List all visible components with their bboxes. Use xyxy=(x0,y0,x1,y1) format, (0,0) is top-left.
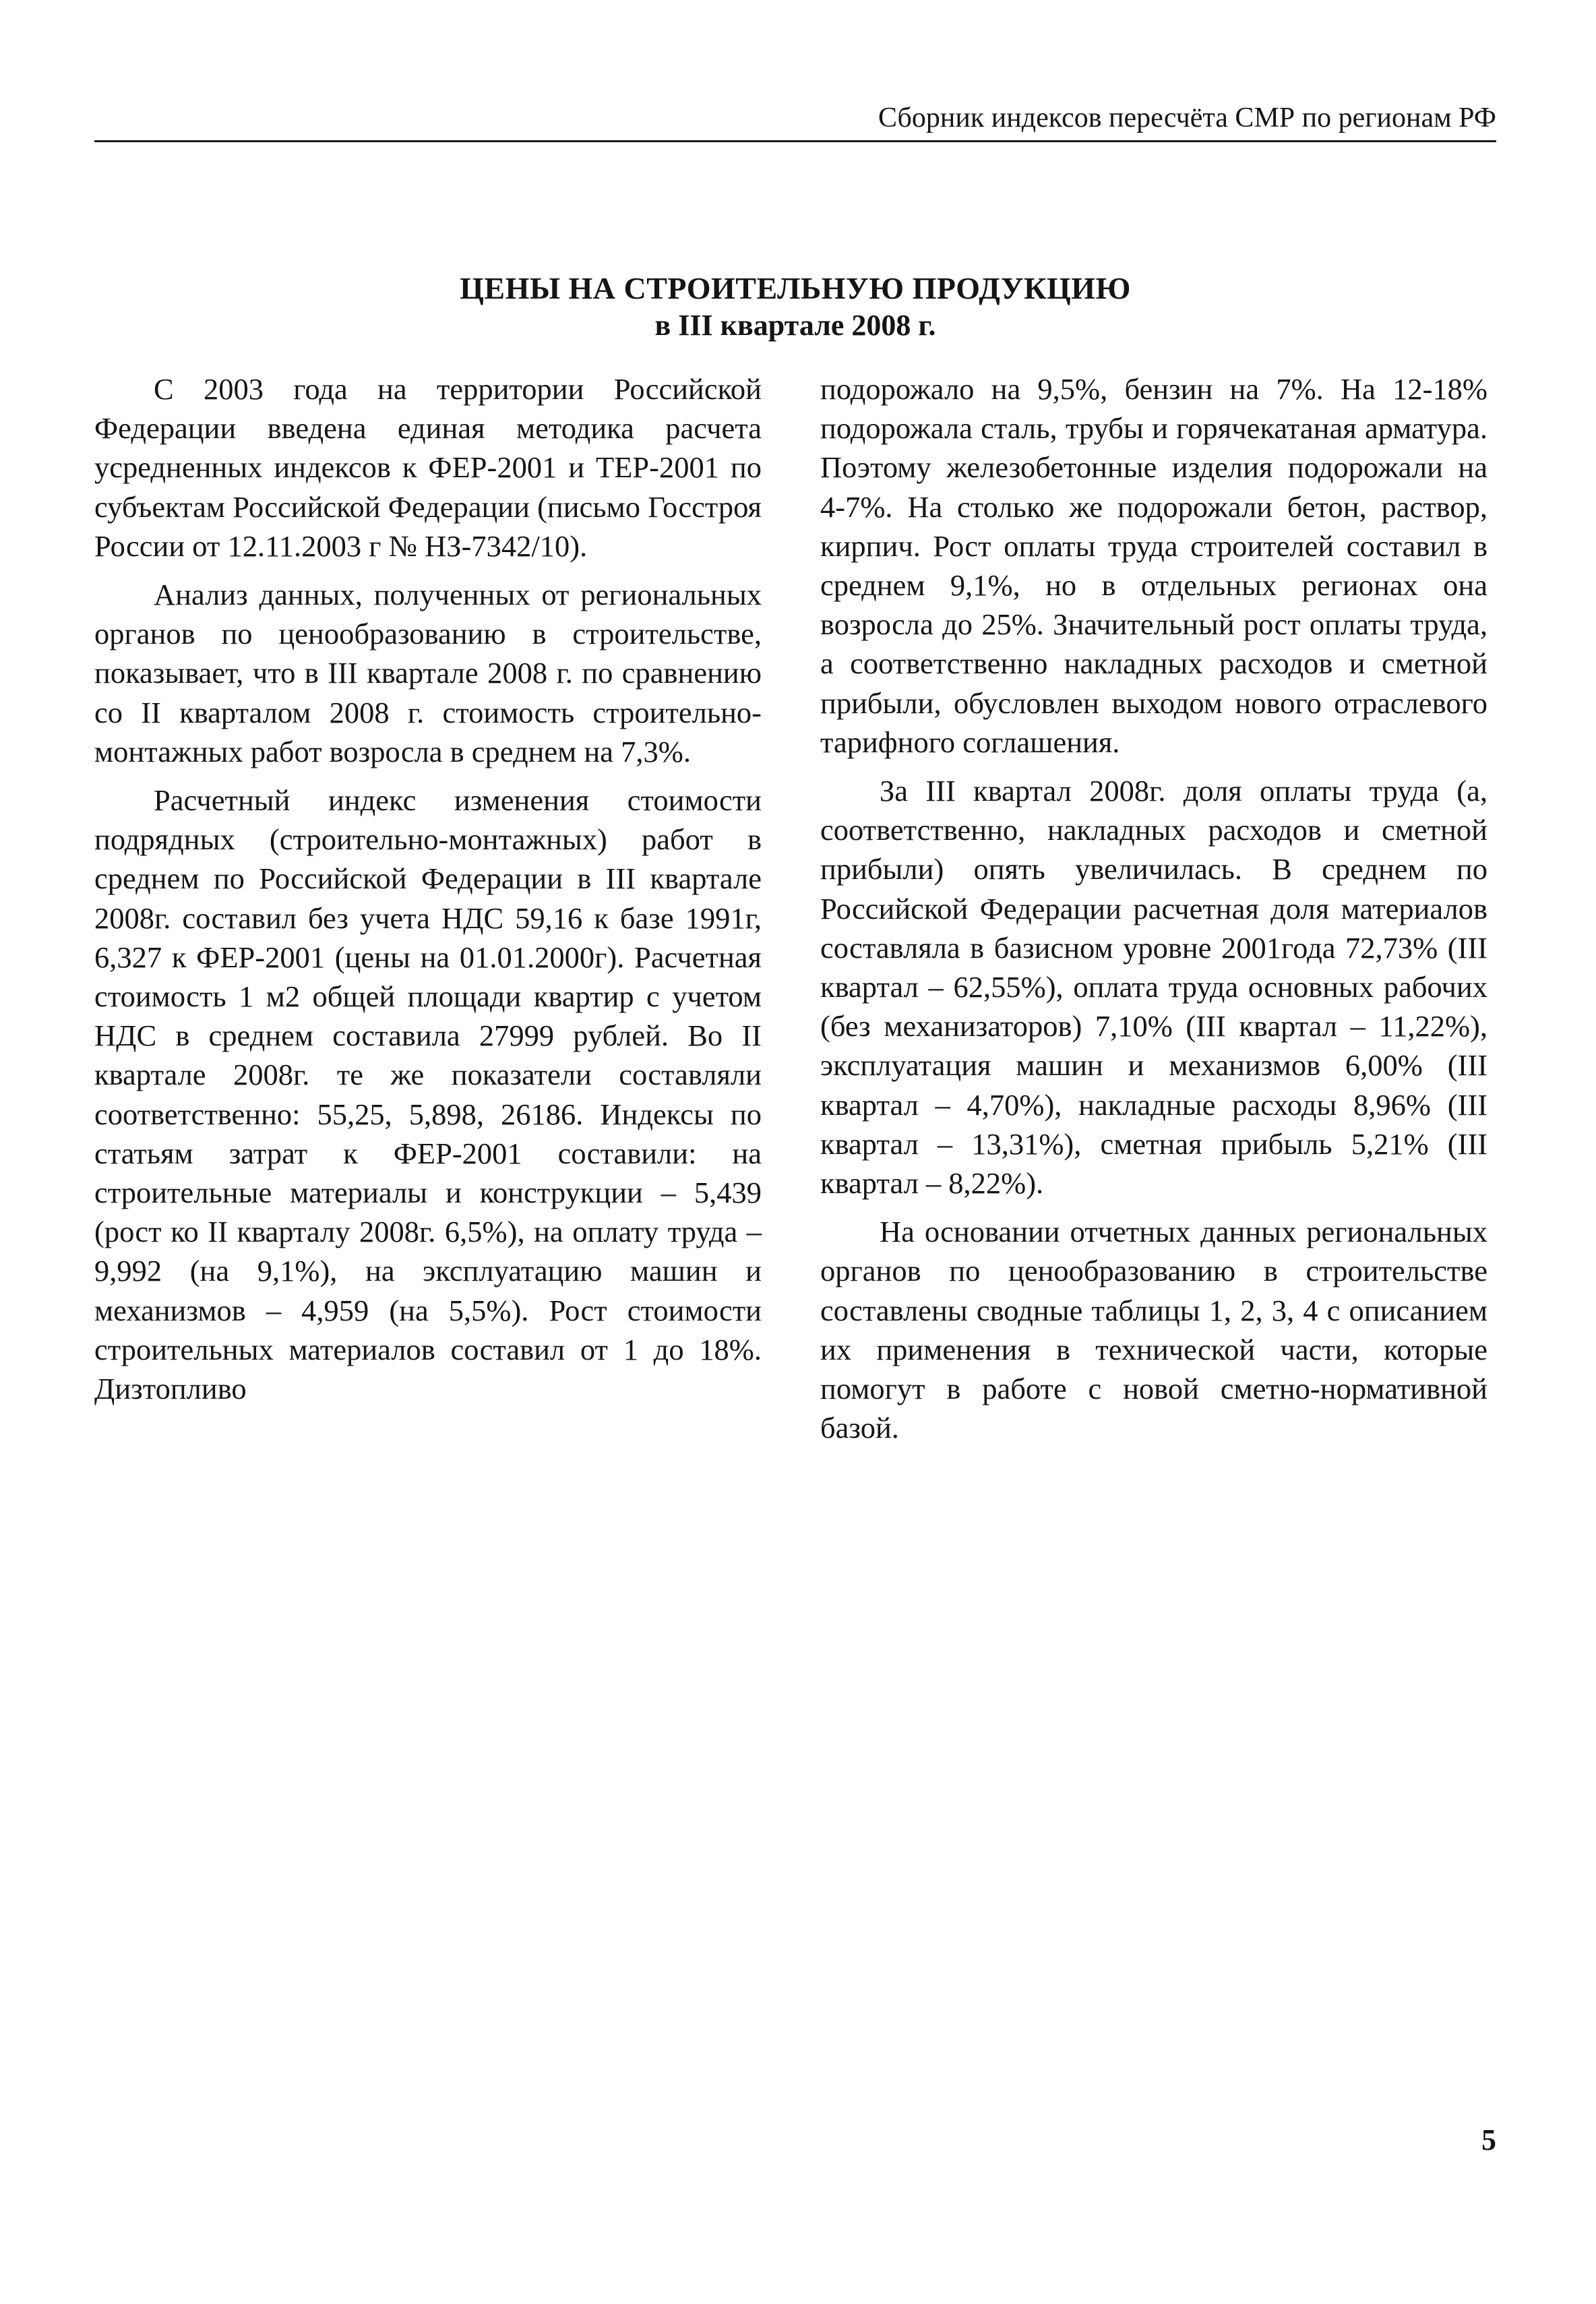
left-text-column xyxy=(94,369,762,1418)
article-title-subtitle: в III квартале 2008 г. xyxy=(654,309,936,342)
paragraph-methodology: С 2003 года на территории Российской Федерации введена единая методика расчета усредненных индексов к ФЕР-2001 и ТЕР-2001 по субъектам Российской Федерации (письмо Госстроя России от 12.11.2003 г № НЗ-7342/10). xyxy=(94,372,762,563)
running-header xyxy=(94,100,1496,142)
paragraph-price-growth-continued: подорожало на 9,5%, бензин на 7%. На 12-18% подорожала сталь, трубы и горячекатаная арматура. Поэтому железобетонные изделия подорожали на 4-7%. На столько же подорожали бетон, раствор, кирпич. Рост оплаты труда строителей составил в среднем 9,1%, но в отдельных регионах она возросла до 25%. Значительный рост оплаты труда, а соответственно накладных расходов и сметной прибыли, обусловлен выходом нового отраслевого тарифного соглашения. xyxy=(820,372,1487,759)
paragraph-index-calculation: Расчетный индекс изменения стоимости подрядных (строительно-монтажных) работ в среднем по Российской Федерации в III квартале 2008г. составил без учета НДС 59,16 к базе 1991г, 6,327 к ФЕР-2001 (цены на 01.01.2000г). Расчетная стоимость 1 м2 общей площади квартир с учетом НДС в среднем составила 27999 рублей. Во II квартале 2008г. те же показатели составляли соответственно: 55,25, 5,898, 26186. Индексы по статьям затрат к ФЕР-2001 составили: на строительные материалы и конструкции – 5,439 (рост ко II кварталу 2008г. 6,5%), на оплату труда – 9,992 (на 9,1%), на эксплуатацию машин и механизмов – 4,959 (на 5,5%). Рост стоимости строительных материалов составил от 1 до 18%. Дизтопливо xyxy=(94,783,762,1406)
article-title-main: ЦЕНЫ НА СТРОИТЕЛЬНУЮ ПРОДУКЦИЮ xyxy=(460,271,1131,305)
paragraph-summary-tables: На основании отчетных данных региональных органов по ценообразованию в строительстве составлены сводные таблицы 1, 2, 3, 4 с описанием их применения в технической части, которые помогут в работе с новой сметно-нормативной базой. xyxy=(820,1215,1487,1445)
paragraph-analysis: Анализ данных, полученных от региональных органов по ценообразованию в строительстве, показывает, что в III квартале 2008 г. по сравнению со II кварталом 2008 г. стоимость строительно-монтажных работ возросла в среднем на 7,3%. xyxy=(94,578,762,768)
article-title xyxy=(94,270,1496,344)
running-header-title: Сборник индексов пересчёта СМР по регионам РФ xyxy=(878,102,1496,133)
page-number: 5 xyxy=(1481,2123,1496,2156)
right-text-column xyxy=(820,369,1487,1457)
paragraph-cost-structure: За III квартал 2008г. доля оплаты труда (а, соответственно, накладных расходов и сметной прибыли) опять увеличилась. В среднем по Российской Федерации расчетная доля материалов составляла в базисном уровне 2001года 72,73% (III квартал – 62,55%), оплата труда основных рабочих (без механизаторов) 7,10% (III квартал – 11,22%), эксплуатация машин и механизмов 6,00% (III квартал – 4,70%), накладные расходы 8,96% (III квартал – 13,31%), сметная прибыль 5,21% (III квартал – 8,22%). xyxy=(820,774,1487,1201)
